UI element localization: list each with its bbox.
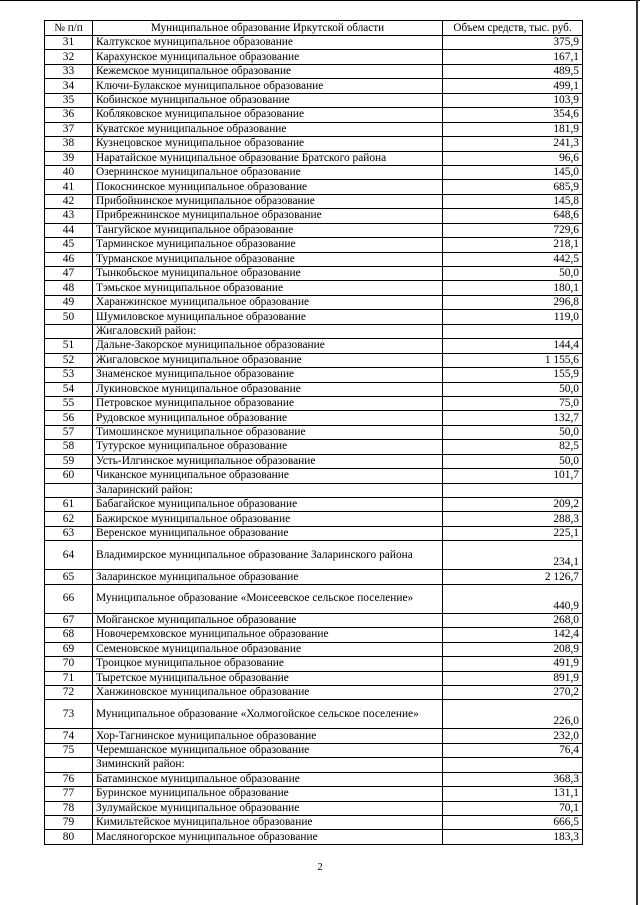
table-row — [45, 122, 583, 136]
municipality-name: Покоснинское муниципальное образование — [93, 180, 443, 194]
row-number: 76 — [45, 772, 93, 786]
municipality-name: Тангуйское муниципальное образование — [93, 223, 443, 237]
row-number: 79 — [45, 816, 93, 830]
amount-value: 491,9 — [443, 657, 583, 671]
municipality-name: Турманское муниципальное образование — [93, 252, 443, 266]
table-row — [45, 454, 583, 468]
table-row — [45, 281, 583, 295]
table-body — [45, 36, 583, 845]
municipality-name: Лукиновское муниципальное образование — [93, 382, 443, 396]
amount-value: 685,9 — [443, 180, 583, 194]
row-number: 56 — [45, 411, 93, 425]
row-number: 80 — [45, 830, 93, 844]
table-row — [45, 180, 583, 194]
amount-value: 75,0 — [443, 396, 583, 410]
row-number: 34 — [45, 79, 93, 93]
row-number: 37 — [45, 122, 93, 136]
municipality-name: Тэмьское муниципальное образование — [93, 281, 443, 295]
table-row — [45, 425, 583, 439]
table-row — [45, 165, 583, 179]
row-number: 78 — [45, 801, 93, 815]
municipality-name: Чиканское муниципальное образование — [93, 469, 443, 483]
row-number: 57 — [45, 425, 93, 439]
amount-value: 368,3 — [443, 772, 583, 786]
amount-value: 82,5 — [443, 440, 583, 454]
row-number: 38 — [45, 137, 93, 151]
table-row — [45, 396, 583, 410]
row-number: 53 — [45, 368, 93, 382]
amount-value: 241,3 — [443, 137, 583, 151]
amount-value: 145,8 — [443, 194, 583, 208]
municipality-name: Бабагайское муниципальное образование — [93, 498, 443, 512]
row-number: 49 — [45, 295, 93, 309]
table-row — [45, 353, 583, 367]
table-row — [45, 79, 583, 93]
table-row — [45, 382, 583, 396]
header-amount: Объем средств, тыс. руб. — [443, 21, 583, 36]
amount-value: 119,0 — [443, 310, 583, 324]
row-number — [45, 758, 93, 772]
municipality-name: Харанжинское муниципальное образование — [93, 295, 443, 309]
municipality-name: Кимильтейское муниципальное образование — [93, 816, 443, 830]
row-number: 60 — [45, 469, 93, 483]
row-number: 74 — [45, 729, 93, 743]
row-number: 77 — [45, 787, 93, 801]
amount-value: 296,8 — [443, 295, 583, 309]
municipality-name: Буринское муниципальное образование — [93, 787, 443, 801]
municipality-name: Тарминское муниципальное образование — [93, 238, 443, 252]
table-row — [45, 512, 583, 526]
table-row — [45, 339, 583, 353]
table-row — [45, 151, 583, 165]
table-row — [45, 411, 583, 425]
amount-value: 132,7 — [443, 411, 583, 425]
table-row — [45, 498, 583, 512]
municipality-name: Тынкобьское муниципальное образование — [93, 267, 443, 281]
amount-value: 50,0 — [443, 454, 583, 468]
row-number: 41 — [45, 180, 93, 194]
municipality-name: Петровское муниципальное образование — [93, 396, 443, 410]
table-row — [45, 801, 583, 815]
table-row — [45, 469, 583, 483]
table-row — [45, 526, 583, 540]
row-number: 61 — [45, 498, 93, 512]
table-row — [45, 440, 583, 454]
amount-value: 442,5 — [443, 252, 583, 266]
amount-value: 268,0 — [443, 613, 583, 627]
row-number: 67 — [45, 613, 93, 627]
municipality-name: Батаминское муниципальное образование — [93, 772, 443, 786]
table-row — [45, 613, 583, 627]
municipality-name: Карахунское муниципальное образование — [93, 50, 443, 64]
row-number: 51 — [45, 339, 93, 353]
row-number: 31 — [45, 36, 93, 50]
amount-value: 729,6 — [443, 223, 583, 237]
amount-value: 440,9 — [443, 584, 583, 613]
row-number: 43 — [45, 209, 93, 223]
amount-value: 232,0 — [443, 729, 583, 743]
amount-value: 181,9 — [443, 122, 583, 136]
amount-value: 131,1 — [443, 787, 583, 801]
table-row — [45, 267, 583, 281]
table-row — [45, 223, 583, 237]
row-number: 36 — [45, 108, 93, 122]
row-number: 46 — [45, 252, 93, 266]
header-name: Муниципальное образование Иркутской области — [93, 21, 443, 36]
municipality-name: Прибрежнинское муниципальное образование — [93, 209, 443, 223]
municipality-name: Веренское муниципальное образование — [93, 526, 443, 540]
amount-value: 76,4 — [443, 743, 583, 757]
row-number: 47 — [45, 267, 93, 281]
municipality-name: Наратайское муниципальное образование Братского района — [93, 151, 443, 165]
row-number — [45, 324, 93, 338]
amount-value: 375,9 — [443, 36, 583, 50]
table-row — [45, 743, 583, 757]
amount-value: 226,0 — [443, 700, 583, 729]
amount-value: 208,9 — [443, 642, 583, 656]
scan-edge-top — [0, 0, 640, 1]
municipality-name: Бажирское муниципальное образование — [93, 512, 443, 526]
amount-value: 891,9 — [443, 671, 583, 685]
table-row — [45, 36, 583, 50]
row-number: 48 — [45, 281, 93, 295]
row-number: 33 — [45, 64, 93, 78]
municipality-name: Жигаловский район: — [93, 324, 443, 338]
amount-value: 354,6 — [443, 108, 583, 122]
row-number: 68 — [45, 628, 93, 642]
amount-value: 167,1 — [443, 50, 583, 64]
amount-value: 70,1 — [443, 801, 583, 815]
municipality-name: Ханжиновское муниципальное образование — [93, 685, 443, 699]
amount-value: 50,0 — [443, 267, 583, 281]
municipality-name: Новочеремховское муниципальное образование — [93, 628, 443, 642]
municipality-name: Дальне-Закорское муниципальное образование — [93, 339, 443, 353]
municipality-name: Заларинское муниципальное образование — [93, 570, 443, 584]
district-heading-row — [45, 758, 583, 772]
row-number: 62 — [45, 512, 93, 526]
row-number: 58 — [45, 440, 93, 454]
municipality-name: Владимирское муниципальное образование Заларинского района — [93, 541, 443, 570]
row-number: 63 — [45, 526, 93, 540]
table-row — [45, 830, 583, 844]
amount-value: 142,4 — [443, 628, 583, 642]
municipality-name: Троицкое муниципальное образование — [93, 657, 443, 671]
amount-value: 234,1 — [443, 541, 583, 570]
table-row — [45, 310, 583, 324]
amount-value: 648,6 — [443, 209, 583, 223]
row-number: 71 — [45, 671, 93, 685]
row-number: 65 — [45, 570, 93, 584]
municipality-name: Шумиловское муниципальное образование — [93, 310, 443, 324]
municipality-name: Муниципальное образование «Моисеевское сельское поселение» — [93, 584, 443, 613]
amount-value: 101,7 — [443, 469, 583, 483]
row-number — [45, 483, 93, 497]
amount-value — [443, 758, 583, 772]
municipality-name: Ключи-Булакское муниципальное образование — [93, 79, 443, 93]
table-row — [45, 209, 583, 223]
municipality-name: Масляногорское муниципальное образование — [93, 830, 443, 844]
municipality-name: Мойганское муниципальное образование — [93, 613, 443, 627]
table-row — [45, 584, 583, 613]
amount-value — [443, 483, 583, 497]
amount-value: 50,0 — [443, 382, 583, 396]
amount-value: 499,1 — [443, 79, 583, 93]
municipality-name: Куватское муниципальное образование — [93, 122, 443, 136]
row-number: 59 — [45, 454, 93, 468]
municipality-name: Тутурское муниципальное образование — [93, 440, 443, 454]
row-number: 66 — [45, 584, 93, 613]
municipality-name: Жигаловское муниципальное образование — [93, 353, 443, 367]
amount-value: 225,1 — [443, 526, 583, 540]
amount-value: 50,0 — [443, 425, 583, 439]
table-row — [45, 787, 583, 801]
amount-value: 145,0 — [443, 165, 583, 179]
table-row — [45, 108, 583, 122]
row-number: 75 — [45, 743, 93, 757]
table-row — [45, 700, 583, 729]
row-number: 54 — [45, 382, 93, 396]
table-row — [45, 816, 583, 830]
table-row — [45, 368, 583, 382]
row-number: 52 — [45, 353, 93, 367]
municipality-name: Семеновское муниципальное образование — [93, 642, 443, 656]
table-row — [45, 642, 583, 656]
table-row — [45, 137, 583, 151]
row-number: 42 — [45, 194, 93, 208]
amount-value: 288,3 — [443, 512, 583, 526]
municipality-name: Кузнецовское муниципальное образование — [93, 137, 443, 151]
row-number: 69 — [45, 642, 93, 656]
page-number: 2 — [317, 861, 323, 873]
municipality-name: Заларинский район: — [93, 483, 443, 497]
row-number: 70 — [45, 657, 93, 671]
municipality-name: Знаменское муниципальное образование — [93, 368, 443, 382]
municipality-name: Зиминский район: — [93, 758, 443, 772]
row-number: 72 — [45, 685, 93, 699]
table-header-row — [45, 21, 583, 36]
municipality-name: Тыретское муниципальное образование — [93, 671, 443, 685]
amount-value: 218,1 — [443, 238, 583, 252]
table-row — [45, 541, 583, 570]
header-num: № п/п — [45, 21, 93, 36]
table-row — [45, 685, 583, 699]
table-row — [45, 194, 583, 208]
row-number: 45 — [45, 238, 93, 252]
municipality-name: Усть-Илгинское муниципальное образование — [93, 454, 443, 468]
municipality-name: Рудовское муниципальное образование — [93, 411, 443, 425]
amount-value — [443, 324, 583, 338]
municipality-name: Хор-Тагнинское муниципальное образование — [93, 729, 443, 743]
table-row — [45, 729, 583, 743]
amount-value: 155,9 — [443, 368, 583, 382]
table-row — [45, 238, 583, 252]
row-number: 44 — [45, 223, 93, 237]
row-number: 50 — [45, 310, 93, 324]
municipality-name: Зулумайское муниципальное образование — [93, 801, 443, 815]
row-number: 40 — [45, 165, 93, 179]
table-row — [45, 657, 583, 671]
table-row — [45, 50, 583, 64]
amount-value: 180,1 — [443, 281, 583, 295]
amount-value: 144,4 — [443, 339, 583, 353]
amount-value: 209,2 — [443, 498, 583, 512]
amount-value: 103,9 — [443, 93, 583, 107]
district-heading-row — [45, 483, 583, 497]
row-number: 64 — [45, 541, 93, 570]
row-number: 35 — [45, 93, 93, 107]
municipality-name: Озернинское муниципальное образование — [93, 165, 443, 179]
scan-edge-right — [636, 0, 638, 905]
municipality-name: Муниципальное образование «Холмогойское сельское поселение» — [93, 700, 443, 729]
municipality-name: Тимошинское муниципальное образование — [93, 425, 443, 439]
amount-value: 489,5 — [443, 64, 583, 78]
amount-value: 183,3 — [443, 830, 583, 844]
table-row — [45, 252, 583, 266]
municipality-name: Кежемское муниципальное образование — [93, 64, 443, 78]
table-row — [45, 295, 583, 309]
row-number: 55 — [45, 396, 93, 410]
municipality-name: Калтукское муниципальное образование — [93, 36, 443, 50]
table-row — [45, 671, 583, 685]
row-number: 32 — [45, 50, 93, 64]
allocation-table — [44, 20, 583, 845]
row-number: 73 — [45, 700, 93, 729]
table-row — [45, 772, 583, 786]
amount-value: 1 155,6 — [443, 353, 583, 367]
district-heading-row — [45, 324, 583, 338]
municipality-name: Кобляковское муниципальное образование — [93, 108, 443, 122]
amount-value: 96,6 — [443, 151, 583, 165]
amount-value: 270,2 — [443, 685, 583, 699]
table-row — [45, 570, 583, 584]
table-row — [45, 64, 583, 78]
municipality-name: Прибойнинское муниципальное образование — [93, 194, 443, 208]
table-row — [45, 628, 583, 642]
municipality-name: Кобинское муниципальное образование — [93, 93, 443, 107]
amount-value: 666,5 — [443, 816, 583, 830]
amount-value: 2 126,7 — [443, 570, 583, 584]
table-row — [45, 93, 583, 107]
municipality-name: Черемшанское муниципальное образование — [93, 743, 443, 757]
row-number: 39 — [45, 151, 93, 165]
